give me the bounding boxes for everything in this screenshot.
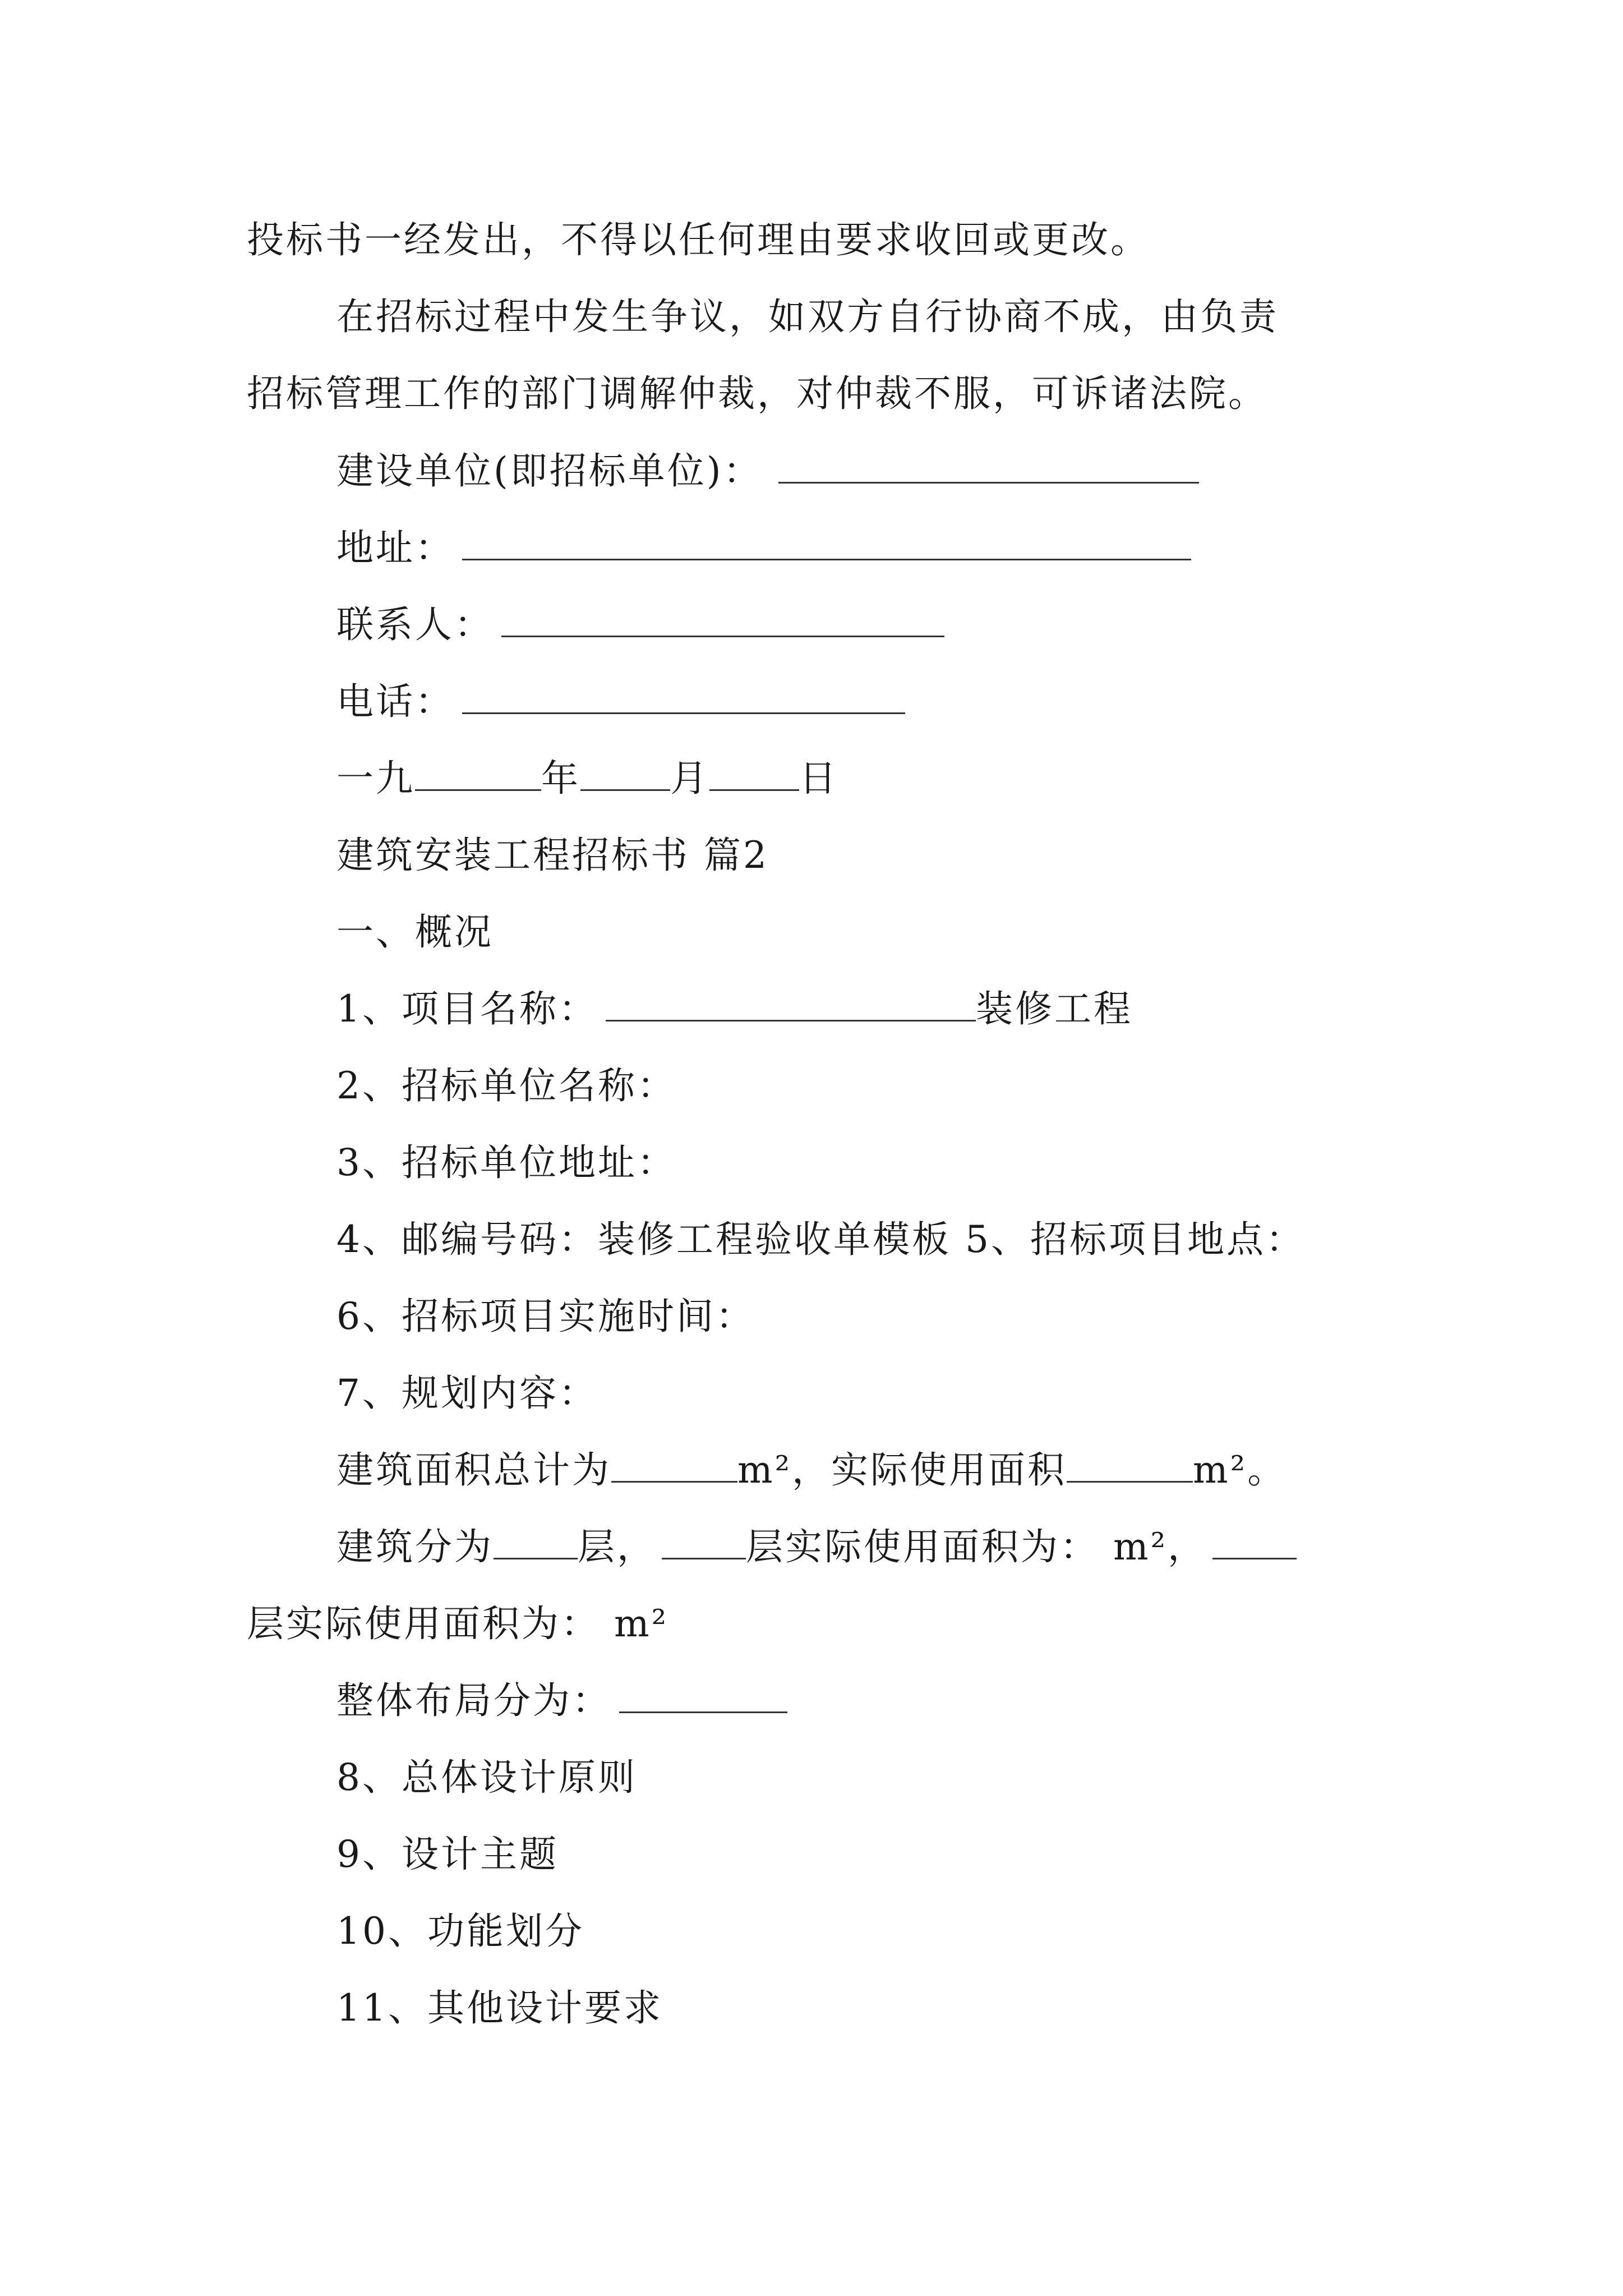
paragraph-line <box>247 218 1150 263</box>
list-item <box>336 1755 637 1800</box>
text: 一、概况 <box>336 910 494 954</box>
text: 7、规划内容： <box>336 1372 598 1415</box>
blank-underline <box>778 449 1199 484</box>
blank-underline <box>580 757 670 791</box>
text: 2、招标单位名称： <box>336 1064 676 1107</box>
blank-underline <box>619 1679 787 1713</box>
blank-underline <box>606 987 976 1022</box>
paragraph-line <box>247 1602 668 1646</box>
text: 建筑安装工程招标书 篇2 <box>336 834 769 877</box>
field-label: 整体布局分为： <box>336 1679 611 1722</box>
text: 10、功能划分 <box>336 1910 584 1953</box>
list-item <box>336 1140 676 1185</box>
text: 建筑分为 <box>336 1525 494 1568</box>
list-item <box>336 1064 676 1108</box>
blank-underline <box>462 526 1191 560</box>
blank-underline <box>415 757 541 791</box>
date-line <box>336 756 838 801</box>
paragraph-line <box>336 295 1279 339</box>
field-label: 地址： <box>336 526 454 569</box>
list-item <box>336 1986 663 2031</box>
text: 投标书一经发出，不得以任何理由要求收回或更改。 <box>247 218 1150 261</box>
text: 层， <box>578 1525 656 1568</box>
list-item <box>336 1294 755 1339</box>
list-item <box>336 1217 1305 1262</box>
text: m²，实际使用面积 <box>737 1448 1067 1492</box>
field-label: 建设单位(即招标单位)： <box>336 449 763 493</box>
blank-underline <box>1067 1448 1193 1483</box>
text: 招标管理工作的部门调解仲裁，对仲裁不服，可诉诸法院。 <box>247 372 1267 415</box>
field-label: 电话： <box>336 680 454 723</box>
text: m²。 <box>1193 1448 1287 1492</box>
text: 8、总体设计原则 <box>336 1756 637 1799</box>
blank-underline <box>1212 1525 1297 1559</box>
text: 6、招标项目实施时间： <box>336 1295 755 1338</box>
blank-underline <box>709 757 799 791</box>
text: 9、设计主题 <box>336 1833 559 1876</box>
day-label: 日 <box>799 757 838 800</box>
text: 3、招标单位地址： <box>336 1141 676 1184</box>
text: 11、其他设计要求 <box>336 1986 663 2030</box>
form-field-line <box>336 526 1191 570</box>
section-heading <box>336 833 769 878</box>
form-field-line <box>336 449 1199 494</box>
blank-underline <box>494 1525 578 1559</box>
list-item <box>336 1371 598 1416</box>
field-label: 联系人： <box>336 603 494 646</box>
form-field-line <box>336 987 1133 1032</box>
form-field-line <box>336 1448 1287 1493</box>
blank-underline <box>462 680 905 714</box>
text: 在招标过程中发生争议，如双方自行协商不成，由负责 <box>336 295 1279 338</box>
month-label: 月 <box>670 757 709 800</box>
blank-underline <box>611 1448 737 1483</box>
text: 建筑面积总计为 <box>336 1448 611 1492</box>
form-field-line <box>336 1525 1297 1570</box>
list-item <box>336 1832 559 1877</box>
form-field-line <box>336 602 944 647</box>
blank-underline <box>662 1525 746 1559</box>
text: 层实际使用面积为： m²， <box>746 1525 1207 1568</box>
list-item <box>336 1909 584 1954</box>
text: 层实际使用面积为： m² <box>247 1602 669 1645</box>
paragraph-line <box>247 371 1267 416</box>
field-label: 1、项目名称： <box>336 987 598 1030</box>
field-suffix: 装修工程 <box>976 987 1133 1030</box>
section-heading <box>336 910 494 955</box>
date-prefix: 一九 <box>336 757 415 800</box>
form-field-line <box>336 679 905 724</box>
year-label: 年 <box>541 757 580 800</box>
blank-underline <box>501 603 944 637</box>
text: 4、邮编号码：装修工程验收单模板 5、招标项目地点： <box>336 1218 1305 1261</box>
form-field-line <box>336 1678 787 1723</box>
